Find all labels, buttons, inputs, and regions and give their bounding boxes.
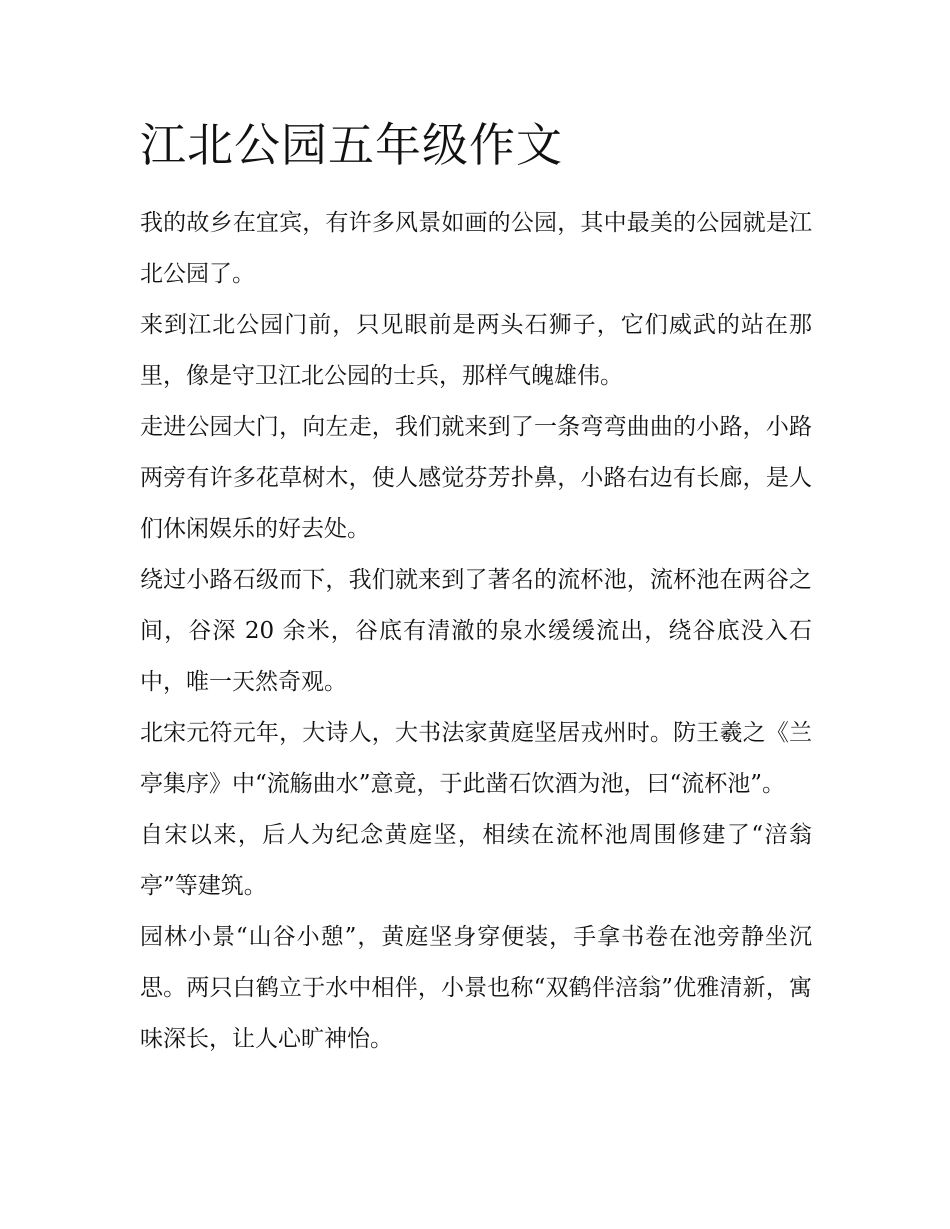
document-page	[140, 112, 812, 1065]
paragraph-6: 自宋以来，后人为纪念黄庭坚，相续在流杯池周围修建了“涪翁亭”等建筑。	[140, 822, 812, 899]
paragraph-4: 绕过小路石级而下，我们就来到了著名的流杯池，流杯池在两谷之间，谷深 20 余米，谷底有清澈的泉水缓缓流出，绕谷底没入石中，唯一天然奇观。	[140, 567, 812, 695]
paragraph-5: 北宋元符元年，大诗人，大书法家黄庭坚居戎州时。防王羲之《兰亭集序》中“流觞曲水”意竟，于此凿石饮酒为池，曰“流杯池”。	[140, 720, 812, 797]
paragraph-7: 园林小景“山谷小憩”，黄庭坚身穿便装，手拿书卷在池旁静坐沉思。两只白鹤立于水中相伴，小景也称“双鹤伴涪翁”优雅清新，寓味深长，让人心旷神怡。	[140, 924, 812, 1052]
document-title: 江北公园五年级作文	[140, 118, 563, 172]
paragraph-3: 走进公园大门，向左走，我们就来到了一条弯弯曲曲的小路，小路两旁有许多花草树木，使人感觉芬芳扑鼻，小路右边有长廊，是人们休闲娱乐的好去处。	[140, 414, 812, 542]
paragraph-1: 我的故乡在宜宾，有许多风景如画的公园，其中最美的公园就是江北公园了。	[140, 210, 812, 287]
paragraph-2: 来到江北公园门前，只见眼前是两头石狮子，它们威武的站在那里，像是守卫江北公园的士兵，那样气魄雄伟。	[140, 312, 812, 389]
